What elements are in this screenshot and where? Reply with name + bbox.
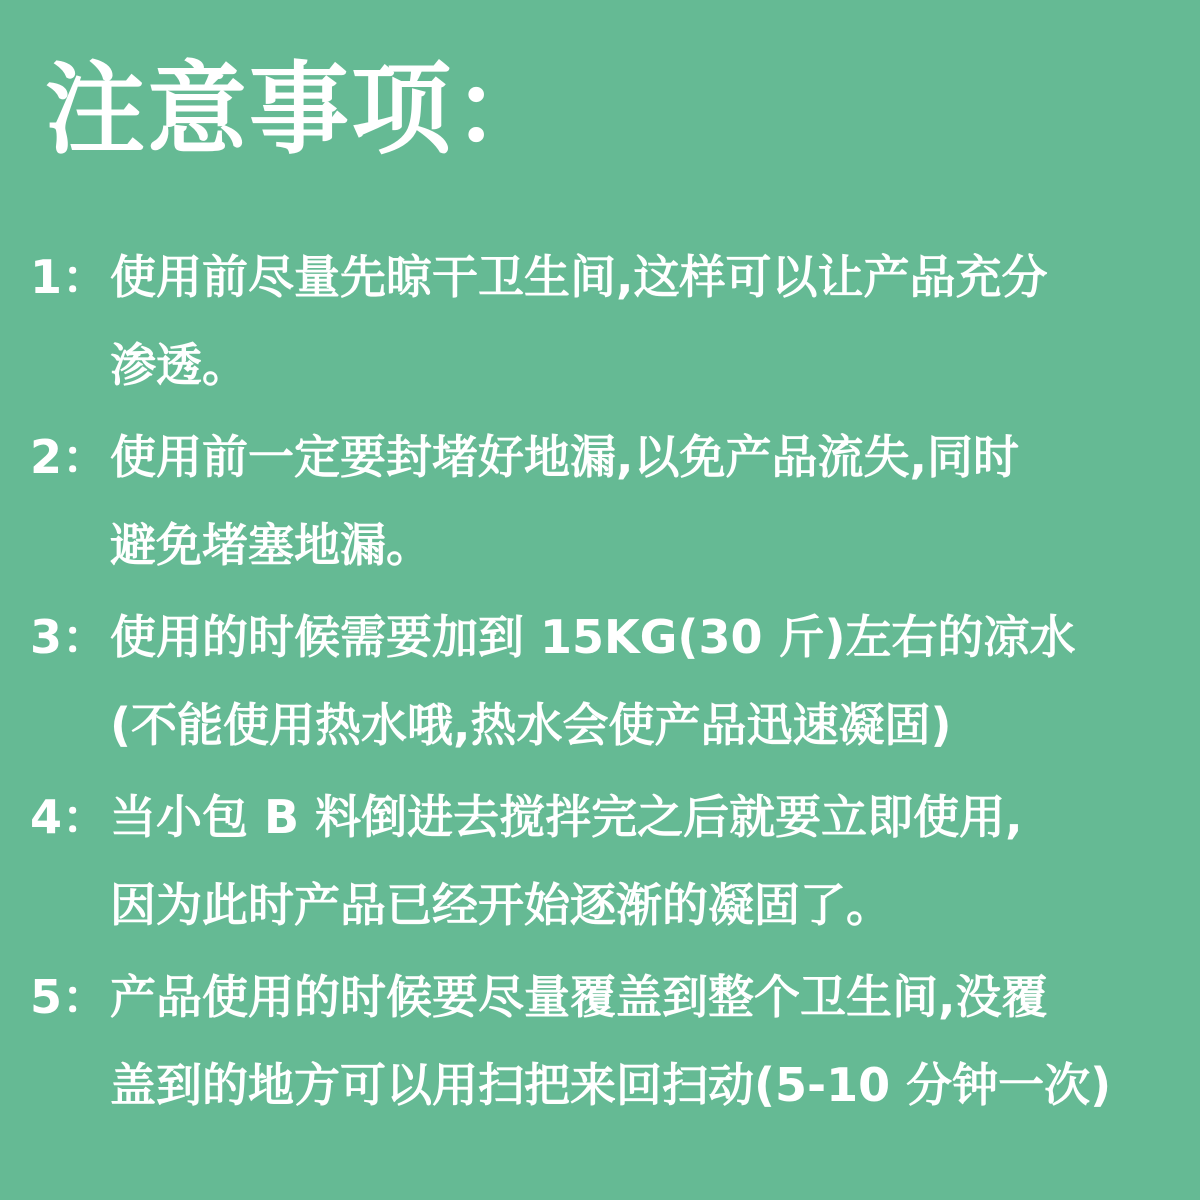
notice-list — [30, 233, 1180, 1129]
item-line: 产品使用的时候要尽量覆盖到整个卫生间,没覆 — [110, 970, 1048, 1024]
item-text — [110, 593, 1180, 769]
item-text — [110, 233, 1180, 409]
item-number: 3： — [30, 610, 109, 664]
item-line: 使用的时候需要加到 15KG(30 斤)左右的凉水 — [110, 610, 1076, 664]
item-line: 渗透。 — [110, 338, 248, 392]
item-number: 5： — [30, 970, 109, 1024]
item-text — [110, 773, 1180, 949]
item-line: 使用前尽量先晾干卫生间,这样可以让产品充分 — [110, 250, 1048, 304]
item-line: 避免堵塞地漏。 — [110, 518, 432, 572]
notice-item — [30, 773, 1180, 949]
page-title: 注意事项： — [45, 51, 555, 168]
item-number: 4： — [30, 790, 109, 844]
item-line: 盖到的地方可以用扫把来回扫动(5-10 分钟一次) — [110, 1058, 1112, 1112]
item-line: 当小包 B 料倒进去搅拌完之后就要立即使用, — [110, 790, 1023, 844]
item-number: 2： — [30, 430, 109, 484]
item-line: 使用前一定要封堵好地漏,以免产品流失,同时 — [110, 430, 1019, 484]
item-text — [110, 413, 1180, 589]
item-line: 因为此时产品已经开始逐渐的凝固了。 — [110, 878, 892, 932]
notice-item — [30, 593, 1180, 769]
notice-item — [30, 413, 1180, 589]
item-number: 1： — [30, 250, 109, 304]
notice-item — [30, 233, 1180, 409]
notice-item — [30, 953, 1180, 1129]
item-line: (不能使用热水哦,热水会使产品迅速凝固) — [110, 698, 952, 752]
item-text — [110, 953, 1180, 1129]
